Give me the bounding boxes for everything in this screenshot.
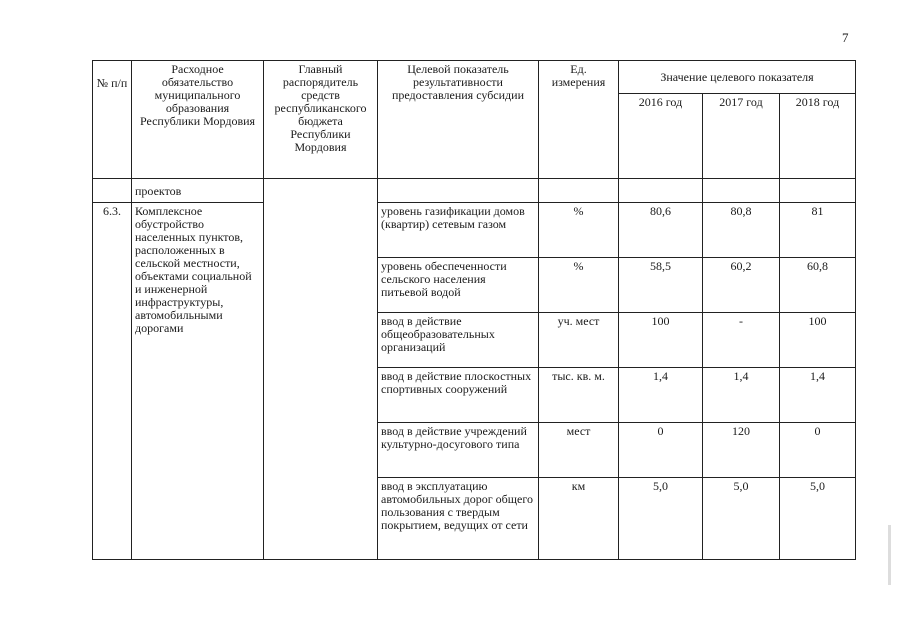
continuation-num-cell xyxy=(93,179,132,203)
continuation-v2018-cell xyxy=(780,179,856,203)
header-manager: Главный распорядитель средств республиканского бюджета Республики Мордовия xyxy=(264,61,378,179)
continuation-manager-cell xyxy=(264,179,378,203)
row-unit: % xyxy=(539,258,619,313)
row-value-2018: 0 xyxy=(780,423,856,478)
row-unit: уч. мест xyxy=(539,313,619,368)
row-value-2017: 1,4 xyxy=(703,368,780,423)
row-value-2017: - xyxy=(703,313,780,368)
scan-margin-mark xyxy=(888,525,891,585)
row-unit: % xyxy=(539,203,619,258)
row-value-2016: 100 xyxy=(619,313,703,368)
row-indicator: ввод в действие учреждений культурно-досугового типа xyxy=(378,423,539,478)
row-value-2017: 5,0 xyxy=(703,478,780,560)
section-num: 6.3. xyxy=(93,203,132,560)
row-value-2018: 100 xyxy=(780,313,856,368)
section-obligation: Комплексное обустройство населенных пунктов, расположенных в сельской местности, объектами социальной и инженерной инфраструктуры, автомобильными дорогами xyxy=(132,203,264,560)
continuation-indicator-cell xyxy=(378,179,539,203)
row-indicator: ввод в эксплуатацию автомобильных дорог общего пользования с твердым покрытием, ведущих от сети xyxy=(378,478,539,560)
row-value-2016: 1,4 xyxy=(619,368,703,423)
row-value-2018: 1,4 xyxy=(780,368,856,423)
continuation-v2017-cell xyxy=(703,179,780,203)
row-indicator: ввод в действие общеобразовательных организаций xyxy=(378,313,539,368)
row-unit: тыс. кв. м. xyxy=(539,368,619,423)
page-number: 7 xyxy=(842,30,849,45)
continuation-obligation: проектов xyxy=(132,179,264,203)
continuation-unit-cell xyxy=(539,179,619,203)
row-value-2018: 5,0 xyxy=(780,478,856,560)
header-year-2016: 2016 год xyxy=(619,94,703,179)
header-year-2017: 2017 год xyxy=(703,94,780,179)
table-row xyxy=(93,203,856,258)
continuation-v2016-cell xyxy=(619,179,703,203)
row-unit: км xyxy=(539,478,619,560)
row-value-2016: 0 xyxy=(619,423,703,478)
header-indicator: Целевой показатель результативности предоставления субсидии xyxy=(378,61,539,179)
header-unit: Ед. измерения xyxy=(539,61,619,179)
row-indicator: уровень обеспеченности сельского населения питьевой водой xyxy=(378,258,539,313)
row-value-2017: 120 xyxy=(703,423,780,478)
row-value-2018: 60,8 xyxy=(780,258,856,313)
row-unit: мест xyxy=(539,423,619,478)
row-value-2016: 5,0 xyxy=(619,478,703,560)
row-value-2016: 58,5 xyxy=(619,258,703,313)
row-value-2016: 80,6 xyxy=(619,203,703,258)
header-obligation: Расходное обязательство муниципального образования Республики Мордовия xyxy=(132,61,264,179)
row-value-2017: 60,2 xyxy=(703,258,780,313)
row-value-2018: 81 xyxy=(780,203,856,258)
row-value-2017: 80,8 xyxy=(703,203,780,258)
continuation-row xyxy=(93,179,856,203)
header-value-group: Значение целевого показателя xyxy=(619,61,856,94)
row-indicator: уровень газификации домов (квартир) сетевым газом xyxy=(378,203,539,258)
section-manager-cell xyxy=(264,203,378,560)
target-indicators-table xyxy=(92,60,856,560)
header-year-2018: 2018 год xyxy=(780,94,856,179)
row-indicator: ввод в действие плоскостных спортивных сооружений xyxy=(378,368,539,423)
header-row-1 xyxy=(93,61,856,94)
header-num: № п/п xyxy=(93,61,132,179)
